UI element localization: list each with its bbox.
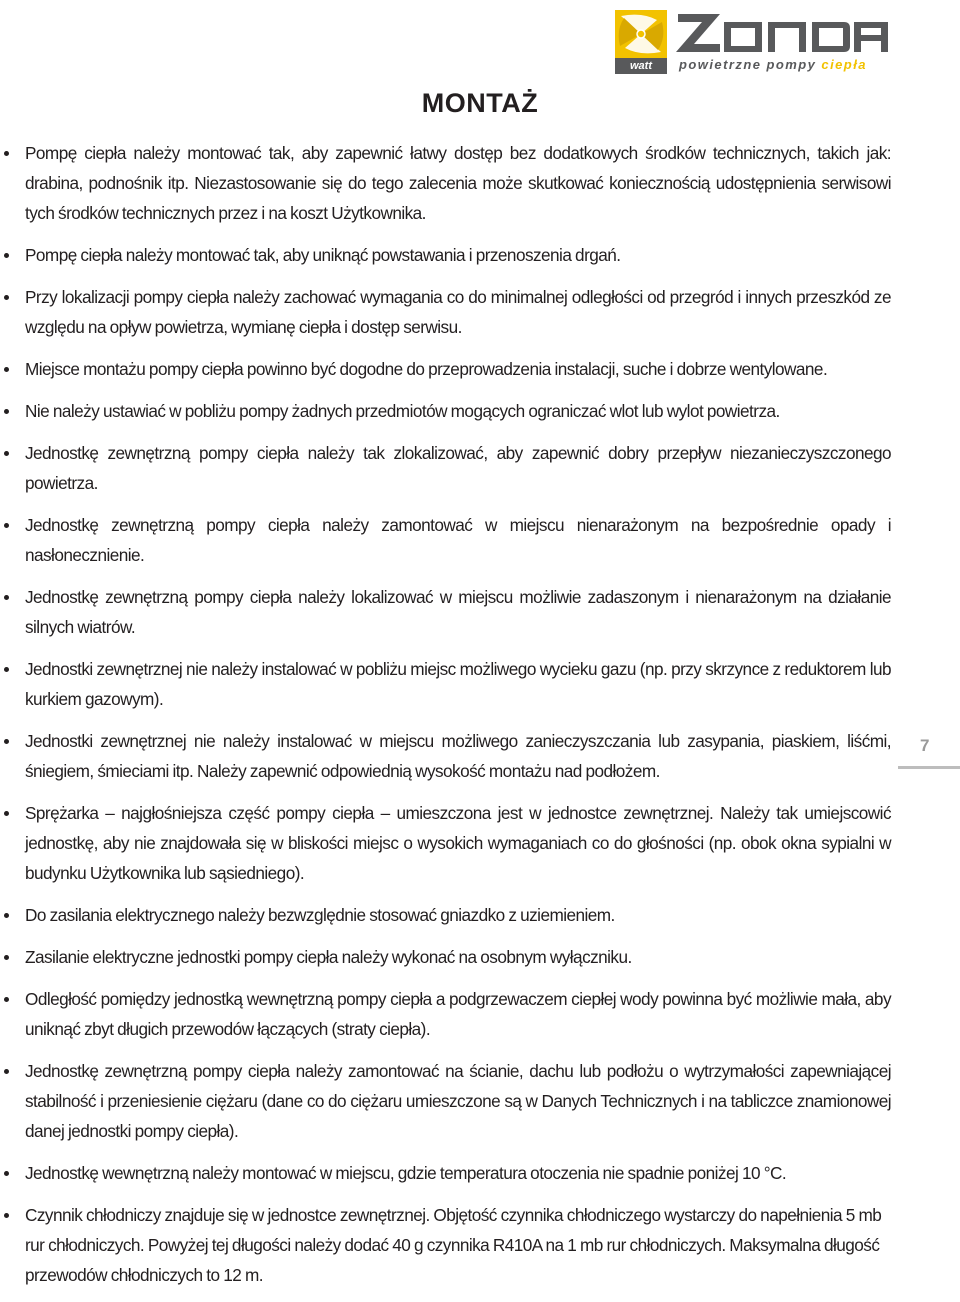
list-item-text: Sprężarka – najgłośniejsza część pompy ciepła – umieszczona jest w jednostce zewnętrznej. Należy tak umiejscowić jednostkę, aby nie znajdowała się w bliskości miejsc o wysokich wymaganiach co do głośności (np. obok okna sypialni w budynku Użytkownika lub sąsiedniego). [25, 803, 891, 883]
bullet-icon [4, 667, 9, 672]
list-item-text: Do zasilania elektrycznego należy bezwzględnie stosować gniazdko z uziemieniem. [25, 905, 615, 925]
bullet-icon [4, 523, 9, 528]
brand-logo [612, 8, 892, 76]
list-item-text: Przy lokalizacji pompy ciepła należy zachować wymagania co do minimalnej odległości od przegród i innych przeszkód ze względu na opływ powietrza, wymianę ciepła i dostęp serwisu. [25, 287, 891, 337]
list-item-text: Zasilanie elektryczne jednostki pompy ciepła należy wykonać na osobnym wyłączniku. [25, 947, 632, 967]
slogan-main: powietrzne pompy [679, 57, 822, 72]
list-item [25, 900, 891, 930]
bullet-icon [4, 1069, 9, 1074]
list-item-text: Jednostkę zewnętrzną pompy ciepła należy zamontować w miejscu nienarażonym na bezpośrednie opady i nasłonecznienie. [25, 515, 891, 565]
list-item-text: Czynnik chłodniczy znajduje się w jednostce zewnętrznej. Objętość czynnika chłodniczego wystarczy do napełnienia 5 mb rur chłodniczych. Powyżej tej długości należy dodać 40 g czynnika R410A na 1 mb rur chłodniczych. Maksymalna długość przewodów chłodniczych to 12 m. [25, 1205, 882, 1285]
bullet-icon [4, 1171, 9, 1176]
list-item-text: Jednostki zewnętrznej nie należy instalować w pobliżu miejsc możliwego wycieku gazu (np. przy skrzynce z reduktorem lub kurkiem gazowym). [25, 659, 891, 709]
page-title: MONTAŻ [421, 88, 539, 118]
list-item [25, 438, 891, 498]
list-item-text: Pompę ciepła należy montować tak, aby zapewnić łatwy dostęp bez dodatkowych środków technicznych, takich jak: drabina, podnośnik itp. Niezastosowanie się do tego zalecenia może skutkować koniecznością udostępnienia serwisowi tych środków technicznych przez i na koszt Użytkownika. [25, 143, 891, 223]
list-item-text: Jednostki zewnętrznej nie należy instalować w miejscu możliwego zanieczyszczania lub zasypania, piaskiem, liśćmi, śniegiem, śmieciami itp. Należy zapewnić odpowiednią wysokość montażu nad podłożem. [25, 731, 891, 781]
page-marker [894, 736, 960, 776]
zonda-wordmark [676, 14, 888, 52]
bullet-icon [4, 595, 9, 600]
bullet-icon [4, 451, 9, 456]
list-item [25, 510, 891, 570]
bullet-icon [4, 367, 9, 372]
list-item [25, 1158, 891, 1188]
brand-slogan [679, 57, 867, 72]
bullet-icon [4, 811, 9, 816]
list-item-text: Jednostkę wewnętrzną należy montować w miejscu, gdzie temperatura otoczenia nie spadnie poniżej 10 °C. [25, 1163, 787, 1183]
list-item [25, 1200, 891, 1290]
list-item [25, 726, 891, 786]
watt-label: watt [615, 58, 667, 74]
installation-rules-list [25, 138, 891, 1302]
bullet-icon [4, 295, 9, 300]
list-item [25, 798, 891, 888]
list-item-text: Jednostkę zewnętrzną pompy ciepła należy zamontować na ścianie, dachu lub podłożu o wytrzymałości zapewniającej stabilność i przeniesienie ciężaru (dane co do ciężaru umieszczone są w Danych Technicznych i na tabliczce znamionowej danej jednostki pompy ciepła). [25, 1061, 891, 1141]
list-item [25, 396, 891, 426]
list-item [25, 354, 891, 384]
list-item [25, 240, 891, 270]
list-item [25, 1056, 891, 1146]
bullet-icon [4, 151, 9, 156]
list-item-text: Odległość pomiędzy jednostką wewnętrzną pompy ciepła a podgrzewaczem ciepłej wody powinna być możliwie mała, aby uniknąć zbyt długich przewodów łączących (straty ciepła). [25, 989, 891, 1039]
list-item [25, 138, 891, 228]
fan-blade-logo-icon [615, 10, 667, 58]
slogan-accent: ciepła [821, 57, 867, 72]
list-item-text: Jednostkę zewnętrzną pompy ciepła należy lokalizować w miejscu możliwie zadaszonym i nienarażonym na działanie silnych wiatrów. [25, 587, 891, 637]
list-item [25, 282, 891, 342]
list-item [25, 984, 891, 1044]
bullet-icon [4, 253, 9, 258]
bullet-icon [4, 1213, 9, 1218]
list-item [25, 654, 891, 714]
list-item-text: Jednostkę zewnętrzną pompy ciepła należy tak zlokalizować, aby zapewnić dobry przepływ niezanieczyszczonego powietrza. [25, 443, 891, 493]
list-item-text: Nie należy ustawiać w pobliżu pompy żadnych przedmiotów mogących ograniczać wlot lub wylot powietrza. [25, 401, 780, 421]
bullet-icon [4, 955, 9, 960]
bullet-icon [4, 409, 9, 414]
list-item-text: Miejsce montażu pompy ciepła powinno być dogodne do przeprowadzenia instalacji, suche i dobrze wentylowane. [25, 359, 828, 379]
bullet-icon [4, 739, 9, 744]
bullet-icon [4, 997, 9, 1002]
list-item-text: Pompę ciepła należy montować tak, aby uniknąć powstawania i przenoszenia drgań. [25, 245, 621, 265]
page-number-rule [898, 766, 960, 769]
list-item [25, 582, 891, 642]
list-item [25, 942, 891, 972]
page-number: 7 [920, 736, 930, 755]
bullet-icon [4, 913, 9, 918]
